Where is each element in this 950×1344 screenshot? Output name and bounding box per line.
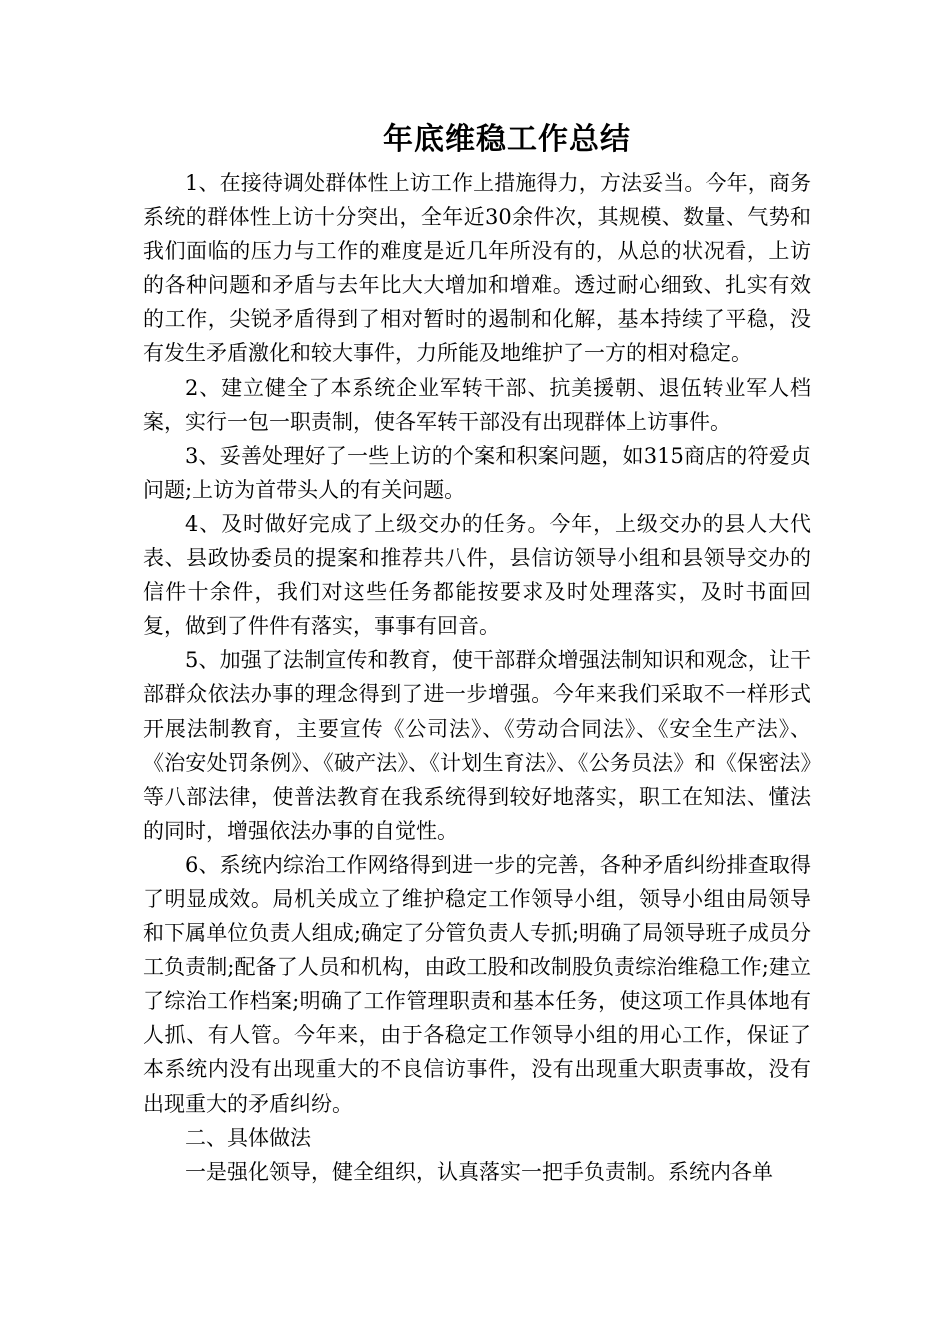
paragraph-5: 5、加强了法制宣传和教育，使干部群众增强法制知识和观念，让干部群众依法办事的理念得到了进一步增强。今年来我们采取不一样形式开展法制教育，主要宣传《公司法》、《劳动合同法》、《安全生产法》、《治安处罚条例》、《破产法》、《计划生育法》、《公务员法》和《保密法》等八部法律，使普法教育在我系统得到较好地落实，职工在知法、懂法的同时，增强依法办事的自觉性。 <box>143 648 811 843</box>
section-heading-practices: 二、具体做法 <box>185 1125 311 1150</box>
document-body <box>143 166 811 1189</box>
paragraph-3: 3、妥善处理好了一些上访的个案和积案问题，如315商店的符爱贞问题;上访为首带头人的有关问题。 <box>143 443 811 502</box>
paragraph-1: 1、在接待调处群体性上访工作上措施得力，方法妥当。今年，商务系统的群体性上访十分突出，全年近30余件次，其规模、数量、气势和我们面临的压力与工作的难度是近几年所没有的，从总的状况看，上访的各种问题和矛盾与去年比大大增加和增难。透过耐心细致、扎实有效的工作，尖锐矛盾得到了相对暂时的遏制和化解，基本持续了平稳，没有发生矛盾激化和较大事件，力所能及地维护了一方的相对稳定。 <box>143 171 811 366</box>
paragraph-4: 4、及时做好完成了上级交办的任务。今年，上级交办的县人大代表、县政协委员的提案和推荐共八件，县信访领导小组和县领导交办的信件十余件，我们对这些任务都能按要求及时处理落实，及时书面回复，做到了件件有落实，事事有回音。 <box>143 511 811 639</box>
paragraph-6: 6、系统内综治工作网络得到进一步的完善，各种矛盾纠纷排查取得了明显成效。局机关成立了维护稳定工作领导小组，领导小组由局领导和下属单位负责人组成;确定了分管负责人专抓;明确了局领导班子成员分工负责制;配备了人员和机构，由政工股和改制股负责综治维稳工作;建立了综治工作档案;明确了工作管理职责和基本任务，使这项工作具体地有人抓、有人管。今年来，由于各稳定工作领导小组的用心工作，保证了本系统内没有出现重大的不良信访事件，没有出现重大职责事故，没有出现重大的矛盾纠纷。 <box>143 852 811 1116</box>
paragraph-7: 一是强化领导，健全组织，认真落实一把手负责制。系统内各单 <box>185 1159 773 1184</box>
paragraph-2: 2、建立健全了本系统企业军转干部、抗美援朝、退伍转业军人档案，实行一包一职责制，使各军转干部没有出现群体上访事件。 <box>143 375 811 434</box>
document-title: 年底维稳工作总结 <box>383 122 631 157</box>
